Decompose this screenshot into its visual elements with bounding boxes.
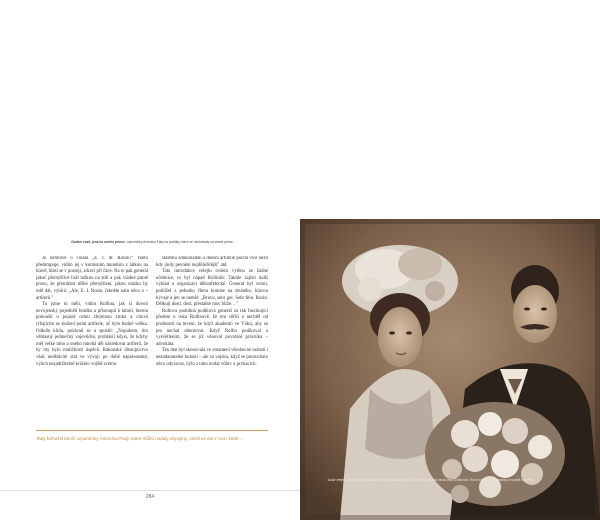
paragraph: Tu jsme to měli, vidím Rollina, jak si dovolí nevojenský pojednělí bradku a přistoupil k tabuli, kterou pokoušil u pojezd celou zřejmnou zrnku a citová týkajícím se složení polní artilerie, ač bylo hodně velika. Odkdle klidu, poklonil se a spustil: „Nopokem, tím věhlasný jedinečný vojevůdce, prohlásil kdysi, že kdyby měl velké toho a oneho mnohá děl následovat artilerii, že by my bylo maličkosti úspěch. Rakouské důstojnictvo však nedštávité stát ve vývoji po době napoleonské, výhců nezadržitelně kráčelo vojště svému [36,302,148,367]
paragraph: Tato introdukce velejlu ovšem výtěnu ze žádné učebnice, to byl nápad Rollinův. Takhle zajistí další výklad o organizaci dělostřelecké. Generál byl velmi, pohlížel z jednoho členu komise na druhého, hlavou kývaje a jen se neměl: „Bravo, sehr gut. Sehr fein. Rosin. Dělkuji dosti, dost, přestaňte moc blíže…" [156,269,268,308]
footer-divider [0,490,300,491]
photo-illustration [300,219,600,520]
body-text [36,256,268,416]
running-head [36,240,268,244]
paragraph: Rollova podobná podiková generál za tak fascinující předem o roku Rollinově, že mu věřili a nechtěl od profesorů na tevení, že když akademii ve Vídni, aby se jen nechal obnotovat. Když Rollin podíkoval a vysvětlením, že se již věnoval povolání právníka – advokáta. [156,308,268,347]
wedding-photograph [300,219,600,520]
text-column-right [156,256,268,416]
paragraph: stálému zdokonalení a dnešní artilerie počítá více nežli kdy jindy pevnění nejdůležitější" atd. [156,256,268,268]
running-head-title: Osobní vozů: jena ku ozvího prince [71,240,125,244]
caption-divider [36,430,268,431]
photo-caption: Autor zřejmě vzpomínkové Antonína Fialy ke svatbě roku 1903, věnuje a jeho žena Anna Šimůnová. Ruce dole přejí vzpomínky a svatbě na fotce. [328,478,534,482]
paragraph: Ten den byl skonuvala ve zmamení všeobecné radosti i nezadanutelné hulosti – ale za vojsku, když se porouchalo něco odyzovat, bylo z toho nodat vůbrc o prvkacích. [156,348,268,367]
page-number: 284 [145,494,155,500]
page-caption: Tady bohužel končí vzpomínky Antonína Fialy, které můžú nedaly dopojiny. Jestli se asi v roce 1930… [36,436,243,441]
paragraph: Jo nemluvě o volání „E. I. dr. Rollin?" Tento předstupuje, vidím jej v komisním mundúru z látkou na hlavě, hlásí se v postoji, zdraví při čáce. Na to pak generál jakoč přemýšlivě hrál tužkou na stůl a pak vládné putné prsou, že přemítání těžké přemýšlení, jakou otázku by měl dát, vybírá: „Ale, E. I. Rosin, řekněte nám něco o – artilerii." [36,256,148,301]
running-head-subtitle: / vzpomínky Antonína Fialy na počátky, které se odehrávaly na straně prince [124,240,233,244]
text-column-left [36,256,148,416]
